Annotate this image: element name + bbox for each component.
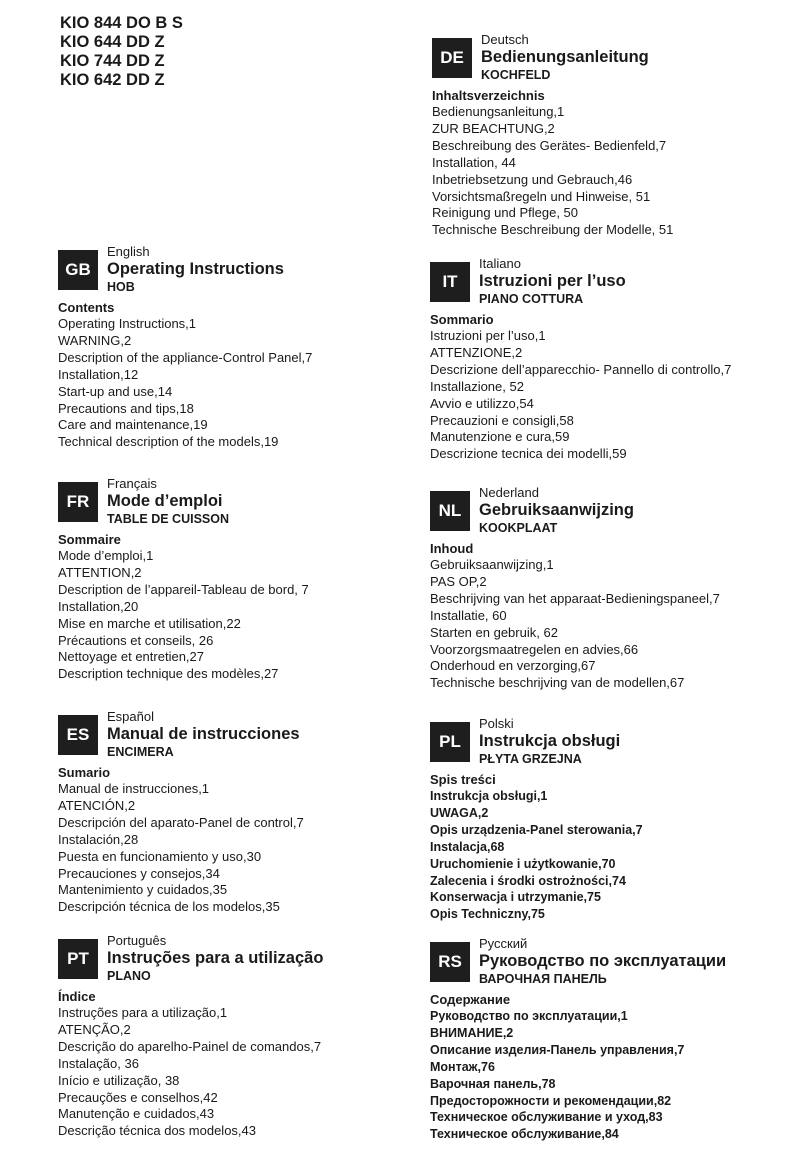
contents-item: Installatie, 60 [430, 607, 507, 623]
contents-item: Opis urządzenia-Panel sterowania,7 [430, 822, 643, 837]
contents-item: ВНИМАНИЕ,2 [430, 1025, 514, 1040]
contents-item: Manutenzione e cura,59 [430, 429, 570, 445]
language-code-badge: PT [58, 939, 98, 979]
language-name: Deutsch [481, 32, 529, 47]
contents-item: Монтаж,76 [430, 1059, 495, 1074]
section-header [58, 476, 428, 528]
contents-item: Technical description of the models,19 [58, 434, 279, 450]
language-code-badge: FR [58, 482, 98, 522]
contents-item: Instalação, 36 [58, 1055, 139, 1071]
contents-item: Installazione, 52 [430, 378, 524, 394]
contents-item: Operating Instructions,1 [58, 316, 197, 331]
contents-item: Konserwacja i utrzymanie,75 [430, 890, 601, 905]
contents-item: Предосторожности и рекомендации,82 [430, 1093, 672, 1108]
contents-heading: Inhaltsverzeichnis [432, 88, 545, 103]
section-de [432, 32, 802, 239]
contents-item: Vorsichtsmaßregeln und Hinweise, 51 [432, 188, 651, 204]
contents-list [58, 316, 428, 451]
contents-item: Precauciones y consejos,34 [58, 865, 220, 881]
section-gb [58, 244, 428, 451]
contents-item: Précautions et conseils, 26 [58, 632, 214, 648]
contents-item: Início e utilização, 38 [58, 1072, 180, 1088]
model-name: KIO 642 DD Z [60, 71, 165, 89]
contents-item: ATTENTION,2 [58, 564, 142, 580]
contents-item: UWAGA,2 [430, 805, 489, 820]
contents-list [432, 104, 802, 239]
contents-list [430, 328, 800, 463]
section-pt [58, 933, 428, 1140]
contents-item: Precautions and tips,18 [58, 400, 194, 416]
contents-item: Installation, 44 [432, 154, 516, 170]
contents-item: Instruções para a utilização,1 [58, 1005, 228, 1020]
contents-item: Instrukcja obsługi,1 [430, 789, 548, 803]
language-code-badge: DE [432, 38, 472, 78]
contents-list [430, 557, 800, 692]
contents-item: Puesta en funcionamiento y uso,30 [58, 848, 262, 864]
contents-item: Bedienungsanleitung,1 [432, 104, 565, 119]
contents-item: Descrizione dell’apparecchio- Pannello di controllo,7 [430, 361, 732, 377]
contents-item: Description of the appliance-Control Panel,7 [58, 349, 313, 365]
contents-item: ATENÇÃO,2 [58, 1021, 131, 1037]
contents-item: Техническое обслуживание и уход,83 [430, 1110, 663, 1125]
language-name: Español [107, 709, 154, 724]
language-name: Polski [479, 716, 514, 731]
manual-title: Руководство по эксплуатации [479, 952, 727, 970]
appliance-type: ENCIMERA [107, 745, 174, 759]
contents-item: Mantenimiento y cuidados,35 [58, 882, 228, 898]
language-name: Nederland [479, 485, 539, 500]
model-name: KIO 644 DD Z [60, 33, 165, 51]
contents-item: Manual de instrucciones,1 [58, 781, 210, 796]
language-name: Italiano [479, 256, 521, 271]
contents-item: Техническое обслуживание,84 [430, 1127, 619, 1142]
appliance-type: ВАРОЧНАЯ ПАНЕЛЬ [479, 972, 607, 986]
contents-item: Onderhoud en verzorging,67 [430, 658, 596, 674]
language-code-badge: IT [430, 262, 470, 302]
section-nl [430, 485, 800, 692]
language-code-badge: NL [430, 491, 470, 531]
contents-heading: Spis treści [430, 772, 496, 787]
contents-item: Zalecenia i środki ostrożności,74 [430, 873, 626, 888]
manual-title: Instrukcja obsługi [479, 732, 621, 750]
language-code-badge: GB [58, 250, 98, 290]
contents-heading: Contents [58, 300, 115, 315]
language-code-badge: ES [58, 715, 98, 755]
contents-list [58, 781, 428, 916]
contents-item: Instalacja,68 [430, 839, 505, 854]
section-header [430, 716, 800, 768]
contents-item: Descrição técnica dos modelos,43 [58, 1123, 256, 1139]
contents-item: Technische Beschreibung der Modelle, 51 [432, 222, 674, 238]
appliance-type: HOB [107, 280, 135, 294]
contents-item: Precauzioni e consigli,58 [430, 412, 574, 428]
contents-list [430, 1008, 800, 1143]
contents-item: Avvio e utilizzo,54 [430, 395, 534, 411]
contents-item: Варочная панель,78 [430, 1076, 556, 1091]
contents-item: ZUR BEACHTUNG,2 [432, 120, 555, 136]
section-header [58, 933, 428, 985]
contents-list [58, 1005, 428, 1140]
manual-title: Manual de instrucciones [107, 725, 300, 743]
contents-item: Instalación,28 [58, 831, 139, 847]
model-name: KIO 844 DO B S [60, 14, 183, 32]
contents-list [430, 788, 800, 923]
contents-heading: Sommaire [58, 532, 121, 547]
section-header [430, 256, 800, 308]
contents-heading: Sommario [430, 312, 494, 327]
model-list [60, 14, 183, 90]
contents-item: Descripción del aparato-Panel de control,7 [58, 814, 304, 830]
language-code-badge: PL [430, 722, 470, 762]
contents-item: Reinigung und Pflege, 50 [432, 205, 579, 221]
model-name: KIO 744 DD Z [60, 52, 165, 70]
contents-item: ATENCIÓN,2 [58, 797, 136, 813]
appliance-type: TABLE DE CUISSON [107, 512, 229, 526]
contents-item: Istruzioni per l’uso,1 [430, 328, 546, 343]
contents-heading: Inhoud [430, 541, 474, 556]
contents-item: WARNING,2 [58, 332, 132, 348]
language-code-badge: RS [430, 942, 470, 982]
contents-item: Описание изделия-Панель управления,7 [430, 1042, 685, 1057]
section-header [58, 244, 428, 296]
appliance-type: KOCHFELD [481, 68, 551, 82]
section-rs [430, 936, 800, 1143]
contents-item: Manutenção e cuidados,43 [58, 1106, 215, 1122]
appliance-type: KOOKPLAAT [479, 521, 558, 535]
contents-heading: Содержание [430, 992, 511, 1007]
contents-heading: Sumario [58, 765, 111, 780]
contents-item: Inbetriebsetzung und Gebrauch,46 [432, 171, 633, 187]
contents-item: Descripción técnica de los modelos,35 [58, 899, 280, 915]
contents-item: Description technique des modèles,27 [58, 666, 279, 682]
language-name: English [107, 244, 150, 259]
manual-title: Istruzioni per l’uso [479, 272, 626, 290]
contents-item: Voorzorgsmaatregelen en advies,66 [430, 641, 639, 657]
contents-item: Descrição do aparelho-Painel de comandos,7 [58, 1038, 322, 1054]
contents-item: Technische beschrijving van de modellen,67 [430, 675, 685, 691]
contents-item: Руководство по эксплуатации,1 [430, 1009, 628, 1023]
contents-item: Mode d’emploi,1 [58, 548, 154, 563]
contents-item: ATTENZIONE,2 [430, 344, 523, 360]
section-header [430, 485, 800, 537]
manual-title: Gebruiksaanwijzing [479, 501, 634, 519]
manual-title: Bedienungsanleitung [481, 48, 649, 66]
contents-item: Installation,12 [58, 366, 139, 382]
section-header [58, 709, 428, 761]
language-name: Français [107, 476, 157, 491]
contents-item: Starten en gebruik, 62 [430, 624, 558, 640]
contents-item: Installation,20 [58, 598, 139, 614]
section-it [430, 256, 800, 463]
section-es [58, 709, 428, 916]
language-name: Português [107, 933, 167, 948]
appliance-type: PIANO COTTURA [479, 292, 584, 306]
contents-item: Start-up and use,14 [58, 383, 173, 399]
contents-item: Mise en marche et utilisation,22 [58, 615, 241, 631]
contents-item: Uruchomienie i użytkowanie,70 [430, 856, 616, 871]
section-header [430, 936, 800, 988]
section-fr [58, 476, 428, 683]
appliance-type: PŁYTA GRZEJNA [479, 752, 582, 766]
contents-item: Precauções e conselhos,42 [58, 1089, 218, 1105]
contents-item: Care and maintenance,19 [58, 417, 208, 433]
language-name: Русский [479, 936, 528, 951]
manual-title: Mode d’emploi [107, 492, 223, 510]
section-pl [430, 716, 800, 923]
section-header [432, 32, 802, 84]
contents-item: Opis Techniczny,75 [430, 907, 545, 922]
contents-item: Gebruiksaanwijzing,1 [430, 557, 554, 572]
contents-item: Beschreibung des Gerätes- Bedienfeld,7 [432, 137, 667, 153]
appliance-type: PLANO [107, 969, 151, 983]
manual-title: Operating Instructions [107, 260, 284, 278]
contents-list [58, 548, 428, 683]
contents-item: Nettoyage et entretien,27 [58, 649, 204, 665]
manual-title: Instruções para a utilização [107, 949, 324, 967]
contents-item: PAS OP,2 [430, 573, 487, 589]
contents-item: Descrizione tecnica dei modelli,59 [430, 446, 627, 462]
contents-item: Beschrijving van het apparaat-Bedieningspaneel,7 [430, 590, 720, 606]
contents-item: Description de l’appareil-Tableau de bord, 7 [58, 581, 309, 597]
contents-heading: Índice [58, 989, 96, 1004]
